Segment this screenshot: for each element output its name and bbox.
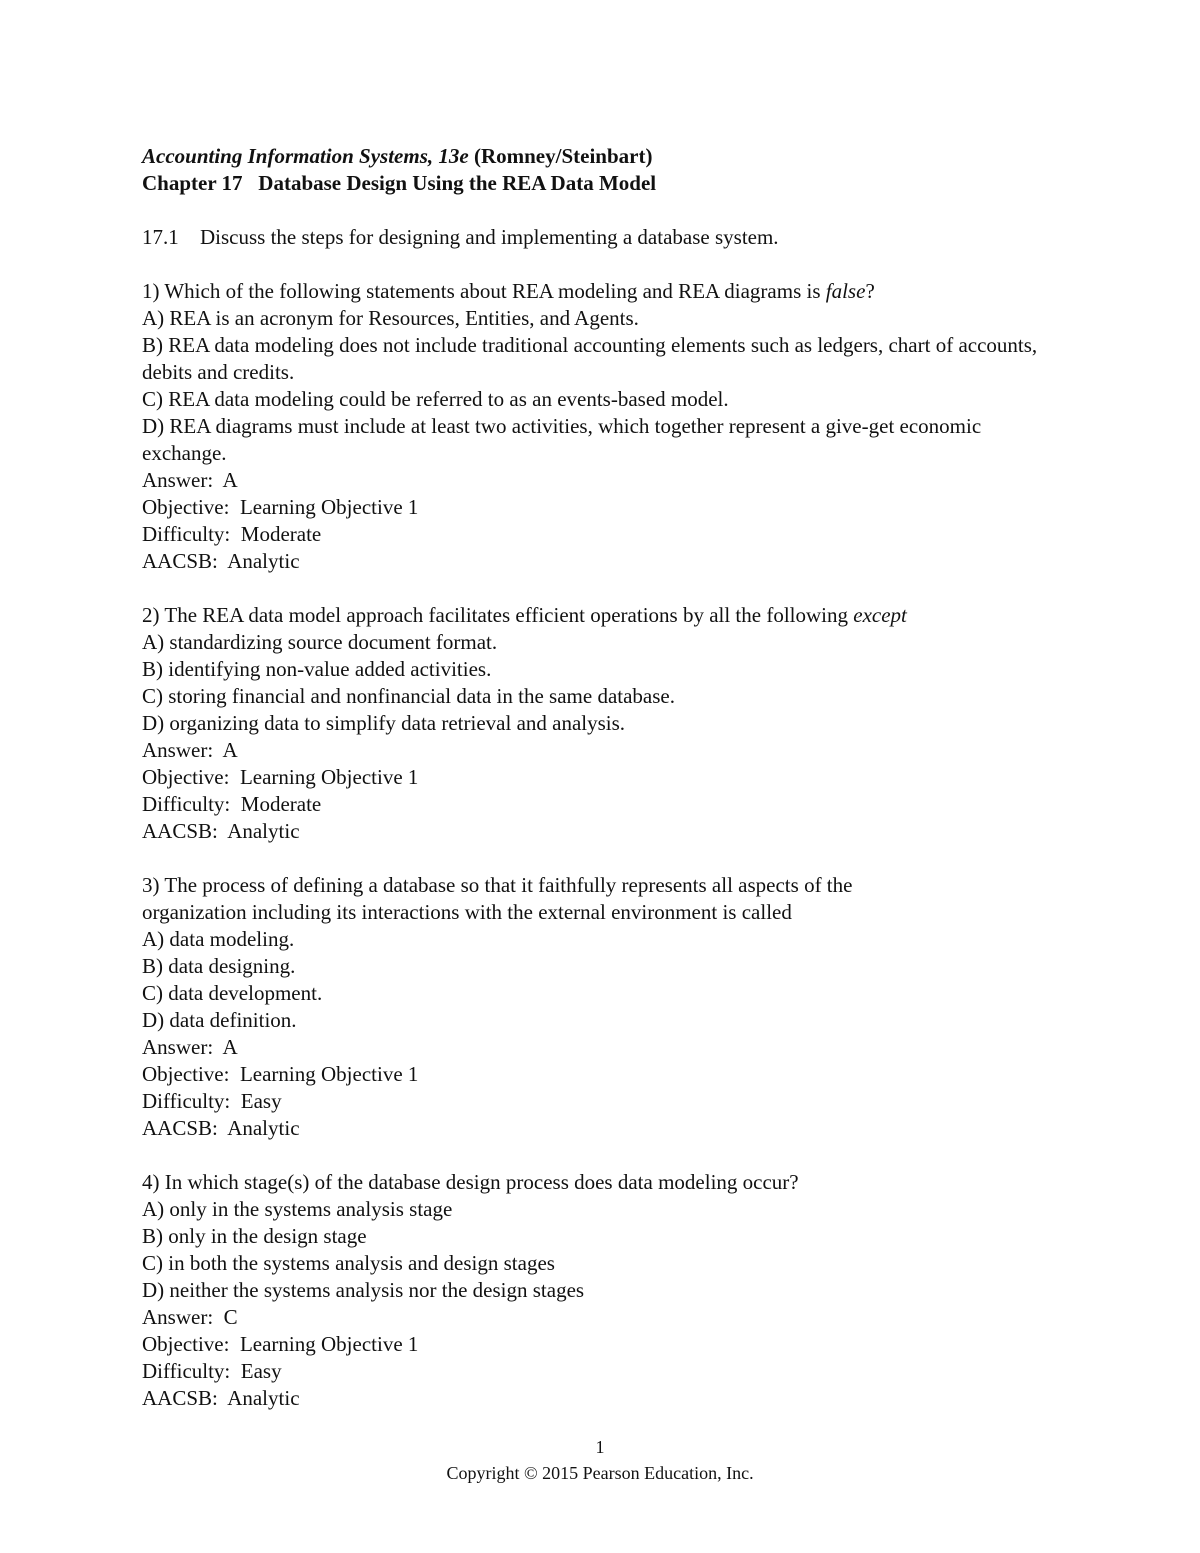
option-d: D) REA diagrams must include at least two activities, which together represent a give-get economic exchange. — [142, 414, 982, 465]
question-stem — [142, 602, 1082, 629]
objective: Objective: Learning Objective 1 — [142, 1332, 419, 1356]
aacsb: AACSB: Analytic — [142, 819, 300, 843]
answer: Answer: A — [142, 738, 238, 762]
option-a: A) data modeling. — [142, 927, 295, 951]
document-page — [142, 143, 1082, 1412]
difficulty: Difficulty: Easy — [142, 1089, 282, 1113]
answer: Answer: A — [142, 1035, 238, 1059]
stem-text: 1) Which of the following statements about REA modeling and REA diagrams is — [142, 279, 826, 303]
stem-text: 3) The process of defining a database so that it faithfully represents all aspects of the organization including its interactions with the external environment is called — [142, 873, 853, 924]
option-b: B) data designing. — [142, 954, 296, 978]
question-2 — [142, 602, 1082, 845]
spacer — [142, 251, 1082, 278]
book-title: Accounting Information Systems, 13e — [142, 144, 469, 168]
objective: Objective: Learning Objective 1 — [142, 765, 419, 789]
objective-text: Discuss the steps for designing and implementing a database system. — [200, 225, 779, 249]
answer: Answer: C — [142, 1305, 238, 1329]
difficulty: Difficulty: Moderate — [142, 522, 322, 546]
learning-objective-heading — [142, 224, 1082, 251]
answer: Answer: A — [142, 468, 238, 492]
book-title-line — [142, 143, 1082, 170]
spacer — [142, 845, 1082, 872]
option-a: A) only in the systems analysis stage — [142, 1197, 453, 1221]
option-c: C) data development. — [142, 981, 323, 1005]
question-stem — [142, 1169, 1082, 1196]
aacsb: AACSB: Analytic — [142, 1386, 300, 1410]
option-c: C) storing financial and nonfinancial data in the same database. — [142, 684, 675, 708]
option-c: C) REA data modeling could be referred to as an events-based model. — [142, 387, 729, 411]
page-number: 1 — [595, 1437, 605, 1457]
difficulty: Difficulty: Moderate — [142, 792, 322, 816]
difficulty: Difficulty: Easy — [142, 1359, 282, 1383]
option-d: D) organizing data to simplify data retrieval and analysis. — [142, 711, 626, 735]
aacsb: AACSB: Analytic — [142, 549, 300, 573]
chapter-title: Chapter 17 Database Design Using the REA Data Model — [142, 171, 657, 195]
spacer — [142, 575, 1082, 602]
option-d: D) neither the systems analysis nor the design stages — [142, 1278, 585, 1302]
option-b: B) only in the design stage — [142, 1224, 367, 1248]
spacer — [142, 1142, 1082, 1169]
stem-emphasis: false — [825, 279, 866, 303]
copyright-notice: Copyright © 2015 Pearson Education, Inc. — [446, 1463, 754, 1483]
option-d: D) data definition. — [142, 1008, 297, 1032]
option-c: C) in both the systems analysis and design stages — [142, 1251, 555, 1275]
objective: Objective: Learning Objective 1 — [142, 1062, 419, 1086]
aacsb: AACSB: Analytic — [142, 1116, 300, 1140]
stem-emphasis: except — [853, 603, 907, 627]
stem-text: 4) In which stage(s) of the database design process does data modeling occur? — [142, 1170, 799, 1194]
objective: Objective: Learning Objective 1 — [142, 495, 419, 519]
question-stem — [142, 278, 1082, 305]
question-4 — [142, 1169, 1082, 1412]
stem-text: 2) The REA data model approach facilitates efficient operations by all the following — [142, 603, 854, 627]
book-authors: (Romney/Steinbart) — [468, 144, 653, 168]
objective-number: 17.1 — [142, 225, 179, 249]
question-3 — [142, 872, 1082, 1142]
question-stem — [142, 872, 942, 926]
option-a: A) standardizing source document format. — [142, 630, 498, 654]
option-b: B) REA data modeling does not include traditional accounting elements such as ledgers, chart of accounts, debits and credits. — [142, 333, 1038, 384]
stem-suffix: ? — [865, 279, 875, 303]
option-b: B) identifying non-value added activities. — [142, 657, 492, 681]
spacer — [142, 197, 1082, 224]
question-1 — [142, 278, 1082, 575]
option-a: A) REA is an acronym for Resources, Entities, and Agents. — [142, 306, 639, 330]
